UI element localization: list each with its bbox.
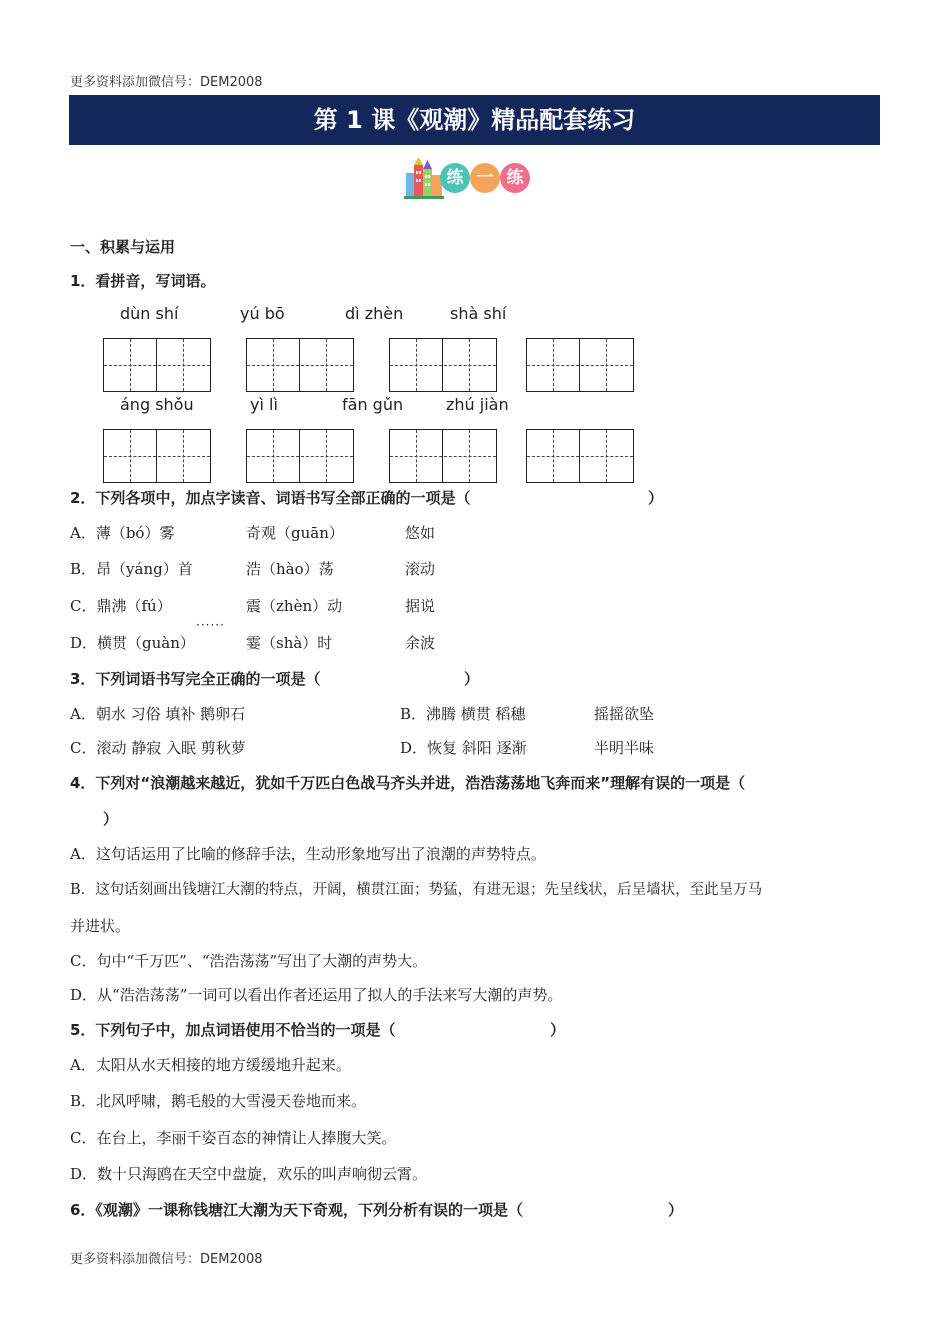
pinyin-label: fān gǔn — [342, 395, 404, 414]
writing-grid[interactable] — [389, 338, 497, 392]
pinyin-label: shà shí — [450, 304, 507, 323]
badge-char-3: 练 — [500, 163, 530, 193]
option-c: C．在台上，李丽千姿百态的神情让人捧腹大笑。 — [70, 1129, 397, 1147]
question-2: 2．下列各项中，加点字读音、词语书写全部正确的一项是（ — [70, 489, 471, 507]
option-d-word3: 余波 — [405, 634, 436, 652]
option-d-extra: 半明半味 — [594, 739, 655, 757]
answer-paren-close: ） — [103, 810, 119, 828]
option-a-word3: 悠如 — [405, 524, 436, 542]
writing-grid[interactable] — [526, 338, 634, 392]
pinyin-label: dùn shí — [120, 304, 179, 323]
option-b-continued: 并进状。 — [70, 917, 131, 935]
option-a-word2: 奇观（guān） — [246, 524, 344, 542]
answer-paren-close: ） — [550, 1021, 566, 1039]
question-6: 6．《观潮》一课称钱塘江大潮为天下奇观，下列分析有误的一项是（ — [70, 1201, 523, 1219]
option-d-word2: 霎（shà）时 — [246, 634, 333, 652]
answer-paren-close: ） — [668, 1201, 684, 1219]
question-4: 4．下列对“浪潮越来越近，犹如千万匹白色战马齐头并进，浩浩荡荡地飞奔而来”理解有误的一项是（ — [70, 774, 746, 792]
option-a: A．太阳从水天相接的地方缓缓地升起来。 — [70, 1056, 351, 1074]
pinyin-label: yì lì — [250, 395, 278, 414]
answer-paren-close: ） — [648, 489, 664, 507]
option-a: A．朝水 习俗 填补 鹅卵石 — [70, 705, 246, 723]
option-d: D．恢复 斜阳 逐渐 — [400, 739, 527, 757]
option-a: A．这句话运用了比喻的修辞手法，生动形象地写出了浪潮的声势特点。 — [70, 845, 546, 863]
footer-wechat: 更多资料添加微信号：DEM2008 — [70, 1252, 263, 1267]
option-b: B．沸腾 横贯 稻穗 — [400, 705, 526, 723]
section-heading: 一、积累与运用 — [70, 238, 176, 256]
option-b-word2: 浩（hào）荡 — [246, 560, 334, 578]
option-b: B．这句话刻画出钱塘江大潮的特点，开阔，横贯江面；势猛，有进无退；先呈线状，后呈墙状，至此呈万马 — [70, 882, 763, 898]
writing-grid[interactable] — [103, 338, 211, 392]
question-1: 1．看拼音，写词语。 — [70, 272, 216, 290]
option-c: C．句中“千万匹”、“浩浩荡荡”写出了大潮的声势大。 — [70, 952, 428, 970]
option-c-word1: C．鼎沸（fú） — [70, 597, 172, 615]
pinyin-label: zhú jiàn — [446, 395, 509, 414]
option-b-word1: B．昂（yáng）首 — [70, 560, 193, 578]
practice-badge — [404, 155, 534, 199]
answer-paren-close: ） — [464, 670, 480, 688]
header-wechat: 更多资料添加微信号：DEM2008 — [70, 75, 263, 90]
title-banner — [69, 95, 880, 145]
badge-char-2: 一 — [470, 163, 500, 193]
option-c: C．滚动 静寂 入眠 剪秋萝 — [70, 739, 246, 757]
writing-grid[interactable] — [526, 429, 634, 483]
question-3: 3．下列词语书写完全正确的一项是（ — [70, 670, 321, 688]
writing-grid[interactable] — [389, 429, 497, 483]
pinyin-label: dì zhèn — [345, 304, 404, 323]
option-b-extra: 摇摇欲坠 — [594, 705, 655, 723]
writing-grid[interactable] — [246, 429, 354, 483]
question-5: 5．下列句子中，加点词语使用不恰当的一项是（ — [70, 1021, 396, 1039]
option-c-word3: 据说 — [405, 597, 436, 615]
option-b: B．北风呼啸，鹅毛般的大雪漫天卷地而来。 — [70, 1092, 367, 1110]
option-d: D．数十只海鸥在天空中盘旋，欢乐的叫声响彻云霄。 — [70, 1165, 428, 1183]
pinyin-label: yú bō — [240, 304, 285, 323]
option-b-word3: 滚动 — [405, 560, 436, 578]
writing-grid[interactable] — [246, 338, 354, 392]
emphasis-dots: ······ — [196, 618, 225, 632]
option-d-word1: D．横贯（guàn） — [70, 634, 195, 652]
page-title: 第 1 课《观潮》精品配套练习 — [313, 106, 636, 134]
option-d: D．从“浩浩荡荡”一词可以看出作者还运用了拟人的手法来写大潮的声势。 — [70, 986, 563, 1004]
writing-grid[interactable] — [103, 429, 211, 483]
pinyin-label: áng shǒu — [120, 395, 194, 414]
option-c-word2: 震（zhèn）动 — [246, 597, 343, 615]
option-a-word1: A．薄（bó）雾 — [70, 524, 175, 542]
badge-char-1: 练 — [440, 163, 470, 193]
